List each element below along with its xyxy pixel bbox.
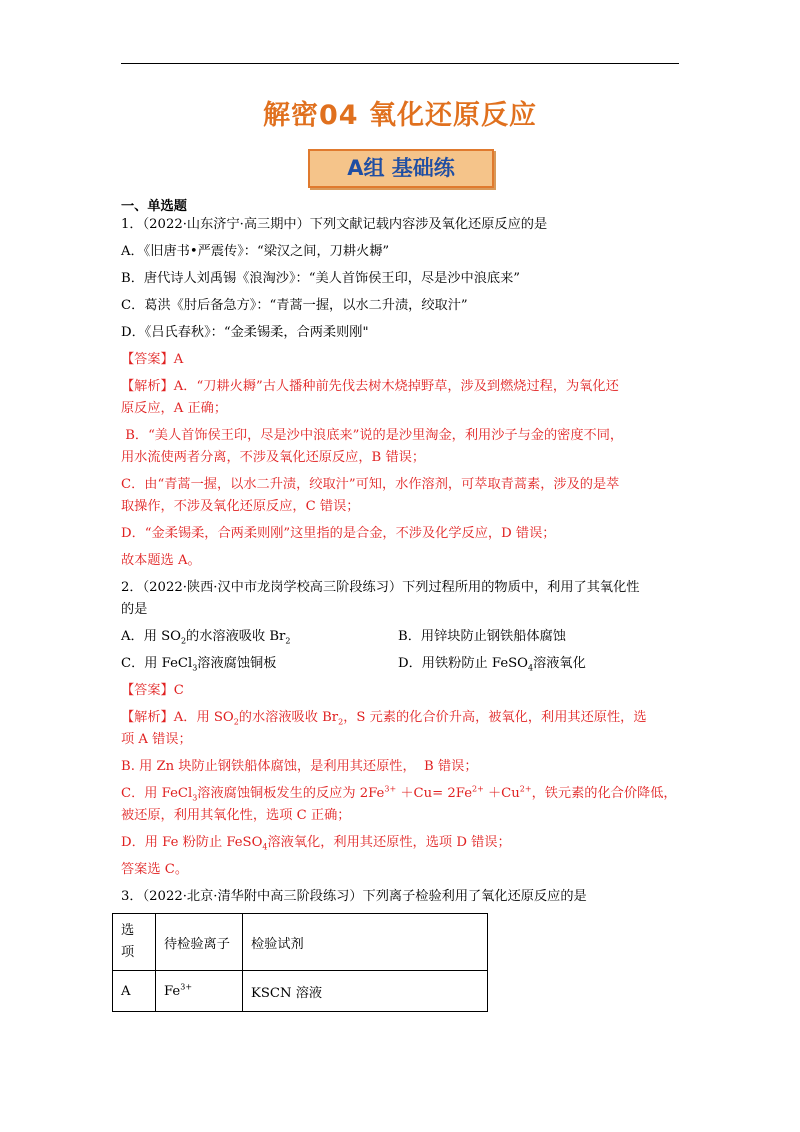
q2-analysis-line: B. 用 Zn 块防止钢铁船体腐蚀，是利用其还原性， B 错误； xyxy=(121,759,478,774)
table-cell: KSCN 溶液 xyxy=(243,971,488,1012)
q1-answer: 【答案】A xyxy=(121,352,184,367)
q2-analysis-line: 被还原，利用其氧化性，选项 C 正确； xyxy=(121,808,351,823)
q2-analysis-line: C．用 FeCl$_3$溶液腐蚀铜板发生的反应为 $2Fe^{3+} +Cu= 2Fe^{2+} +Cu^{2+}$，铁元素的化合价降低， xyxy=(121,784,677,803)
table-header-cell: 检验试剂 xyxy=(243,914,488,971)
q1-option-c: C．葛洪《肘后备急方》：“青蒿一握，以水二升渍，绞取汁” xyxy=(121,298,468,313)
table-row xyxy=(113,971,488,1012)
table-header-row xyxy=(113,914,488,971)
page-title: 解密04 氧化还原反应 xyxy=(263,100,537,131)
q1-option-d: D．《吕氏春秋》：“金柔锡柔，合两柔则刚" xyxy=(121,325,369,340)
q1-stem: 1．（2022·山东济宁·高三期中）下列文献记载内容涉及氧化还原反应的是 xyxy=(121,217,548,232)
table-cell: $Fe^{3+}$ xyxy=(156,971,243,1012)
q2-stem: 2．（2022·陕西·汉中市龙岗学校高三阶段练习）下列过程所用的物质中，利用了其氧化性 xyxy=(121,580,640,595)
header-rule xyxy=(121,63,679,64)
q2-analysis-line: 【解析】A．用 $SO_2$的水溶液吸收 $Br_2$，S 元素的化合价升高，被氧化，利用其还原性，选 xyxy=(121,710,647,727)
table-cell: A xyxy=(113,971,156,1012)
q2-option-c: C．用 FeCl$_3$溶液腐蚀铜板 xyxy=(121,656,277,673)
q2-option-b: B．用锌块防止钢铁船体腐蚀 xyxy=(398,629,566,644)
q2-analysis-line: 项 A 错误； xyxy=(121,732,192,747)
q2-answer: 【答案】C xyxy=(121,683,184,698)
table-header-cell: 选 项 xyxy=(113,914,156,971)
q1-analysis-line: C．由“青蒿一握，以水二升渍，绞取汁”可知，水作溶剂，可萃取青蒿素，涉及的是萃 xyxy=(121,477,620,492)
q2-option-d: D．用铁粉防止 FeSO$_4$溶液氧化 xyxy=(398,656,586,673)
q1-analysis-line: 取操作，不涉及氧化还原反应，C 错误； xyxy=(121,499,360,514)
q1-analysis-line: 原反应，A 正确； xyxy=(121,401,228,416)
q2-analysis-line: D．用 Fe 粉防止 FeSO$_4$溶液氧化，利用其还原性，选项 D 错误； xyxy=(121,835,511,852)
group-label-box: A组 基础练 xyxy=(308,149,494,188)
q2-option-a: A．用 $SO_2$的水溶液吸收 $Br_2$ xyxy=(121,629,291,646)
q1-analysis-line: B．“美人首饰侯王印，尽是沙中浪底来”说的是沙里淘金，利用沙子与金的密度不同， xyxy=(121,428,624,443)
q3-table xyxy=(112,913,488,1012)
q1-analysis-line: 用水流使两者分离，不涉及氧化还原反应，B 错误； xyxy=(121,450,426,465)
q1-analysis-line: D．“金柔锡柔，合两柔则刚”这里指的是合金，不涉及化学反应，D 错误； xyxy=(121,526,556,541)
table-header-cell: 待检验离子 xyxy=(156,914,243,971)
q1-conclusion: 故本题选 A。 xyxy=(121,553,201,568)
q1-analysis-line: 【解析】A．“刀耕火耨”古人播种前先伐去树木烧掉野草，涉及到燃烧过程，为氧化还 xyxy=(121,379,619,394)
q1-option-a: A．《旧唐书•严震传》：“梁汉之间，刀耕火耨” xyxy=(121,244,390,259)
q3-stem: 3．（2022·北京·清华附中高三阶段练习）下列离子检验利用了氧化还原反应的是 xyxy=(121,889,587,904)
section-heading: 一、单选题 xyxy=(121,199,187,214)
q2-stem-cont: 的是 xyxy=(121,602,148,617)
q1-option-b: B．唐代诗人刘禹锡《浪淘沙》：“美人首饰侯王印，尽是沙中浪底来” xyxy=(121,271,521,286)
q2-conclusion: 答案选 C。 xyxy=(121,862,189,877)
